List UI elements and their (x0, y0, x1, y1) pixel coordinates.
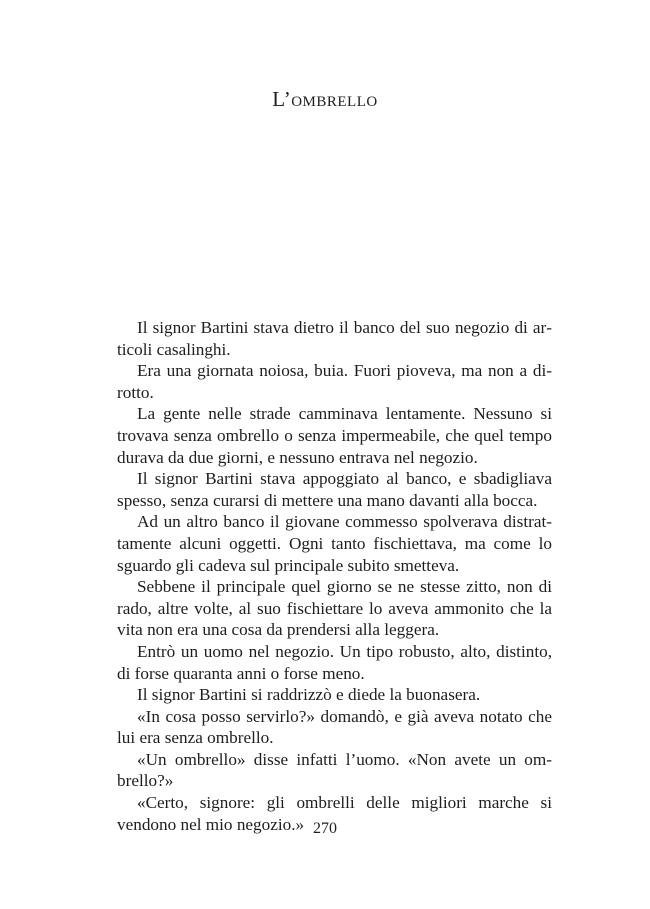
paragraph: «Un ombrello» disse infatti l’uomo. «Non avete un ombrello?» (117, 749, 552, 791)
paragraph: Entrò un uomo nel negozio. Un tipo robusto, alto, distinto, di forse quaranta anni o forse meno. (117, 641, 552, 683)
paragraph: «In cosa posso servirlo?» domandò, e già aveva notato che lui era senza ombrello. (117, 706, 552, 748)
paragraph: Era una giornata noiosa, buia. Fuori pioveva, ma non a dirotto. (117, 361, 552, 402)
paragraph: Il signor Bartini si raddrizzò e diede la buonasera. (137, 685, 481, 705)
paragraph: Ad un altro banco il giovane commesso spolverava distrattamente alcuni oggetti. Ogni tanto fischiettava, ma come lo sguardo gli cadeva sul principale subito smetteva. (117, 512, 552, 575)
paragraph: Il signor Bartini stava appoggiato al banco, e sbadigliava spesso, senza curarsi di mettere una mano davanti alla bocca. (117, 469, 552, 510)
paragraph: Il signor Bartini stava dietro il banco del suo negozio di articoli casalinghi. (117, 318, 552, 359)
paragraph: La gente nelle strade camminava lentamente. Nessuno si trovava senza ombrello o senza impermeabile, che quel tempo durava da due giorni, e nessuno entrava nel negozio. (117, 404, 552, 467)
paragraph: Sebbene il principale quel giorno se ne stesse zitto, non di rado, altre volte, al suo fischiettare lo aveva ammonito che la vita non era una cosa da prendersi alla leggera. (117, 577, 552, 640)
paragraph: «Certo, signore: gli ombrelli delle migliori marche si vendono nel mio negozio.» (117, 793, 552, 834)
chapter-body (117, 317, 552, 835)
chapter-title: L’ombrello (272, 87, 378, 111)
page-number: 270 (313, 820, 337, 837)
